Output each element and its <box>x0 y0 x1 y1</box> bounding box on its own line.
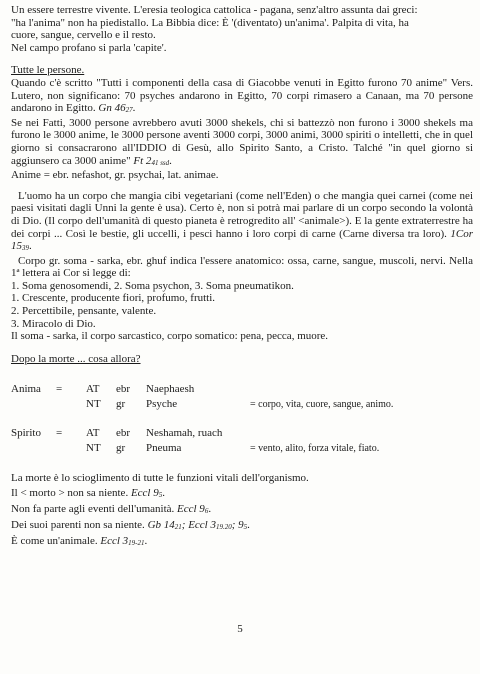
soma-list <box>11 280 473 343</box>
page-number: 5 <box>237 623 243 635</box>
paragraph-giacobbe: Quando c'è scritto "Tutti i componenti della casa di Giacobbe venuti in Egitto furono 70 anime" Vers. Lutero, non significano: 70 psyches andarono in Egitto, 70 corpi rimasero a Canaan, ma 70 persone andarono in Egitto. Gn $46_{27}$. <box>11 76 473 115</box>
testament-label: NT <box>86 398 101 411</box>
closing-line: La morte è lo scioglimento di tutte le funzioni vitali dell'organismo. <box>11 472 309 485</box>
bible-reference: Eccl $3_{19-21}$ <box>100 535 145 548</box>
original-word: Neshamah, ruach <box>146 427 223 440</box>
bible-reference: Gb $14_{21}$; Eccl $3_{19.20}$; $9_5$ <box>147 519 248 532</box>
list-item: 1. Crescente, producente fiori, profumo, frutti. <box>11 292 216 305</box>
language-label: gr <box>116 398 126 411</box>
term-meaning: = vento, alito, forza vitale, fiato. <box>250 443 380 455</box>
list-item: 1. Soma genosomendi, 2. Soma psychon, 3. Soma pneumatikon. <box>11 279 294 292</box>
bible-reference: Eccl $9_5$ <box>130 486 163 499</box>
paragraph-text: Quando c'è scritto "Tutti i componenti della casa di Giacobbe venuti in Egitto furono 70 anime" Vers. Lutero, non significano: 70 psyches andarono in Egitto, 70 corpi rimasero a Canaan, ma 70 persone andarono in Egitto. <box>11 76 473 115</box>
paragraph-anime-definition: Anime = ebr. nefashot, gr. psychai, lat. animae. <box>11 169 219 182</box>
bible-reference: 1Cor $15_{39}$ <box>11 227 474 253</box>
intro-line: Nel campo profano si parla 'capite'. <box>11 41 167 54</box>
list-item: 2. Percettibile, pensante, valente. <box>11 305 157 318</box>
closing-line: Non fa parte agli eventi dell'umanità. Eccl $9_6$. <box>11 502 212 515</box>
language-label: gr <box>116 442 126 455</box>
testament-label: NT <box>86 442 101 455</box>
term-name: Spirito <box>11 427 41 440</box>
term-group-anima <box>11 383 473 413</box>
paragraph-text: Se nei Fatti, 3000 persone avrebbero avuti 3000 shekels, chi si battezzò non furono i 3000 shekels ma furono le 3000 anime, le 3000 persone aventi 3000 corpi, 3000 animi, 3000 spiriti o intelletti, che in quel giorno si consacrarono all'IDDIO di Gesù, allo Spirito Santo, a Cristo. Talché "in quel giorno si aggiunsero ca 3000 anime" <box>11 116 473 167</box>
bible-reference: Ft $2_{41 ssd}$ <box>133 154 170 167</box>
testament-label: AT <box>86 427 100 440</box>
paragraph-fatti: Se nei Fatti, 3000 persone avrebbero avuti 3000 shekels, chi si battezzò non furono i 3000 shekels ma furono le 3000 anime, le 3000 persone aventi 3000 corpi, 3000 animi, 3000 spiriti o intelletti, che in quel giorno si consacrarono all'IDDIO di Gesù, allo Spirito Santo, a Cristo. Talché "in quel giorno si aggiunsero ca 3000 anime" Ft $2_{41 ssd}$. <box>11 116 473 167</box>
closing-paragraph <box>11 471 473 550</box>
paragraph-text: L'uomo ha un corpo che mangia cibi vegetariani (come nell'Eden) o che mangia quei carnei (come nei paesi visitati dagli Unni la gente è usa). Certo è, non si potrà mai parlare di un corpo secondo la volontà di Dio. (Il corpo dell'umanità di questo pianeta è retrogredito all' <animale>). E la gente extraterrestre ha dei corpi ... Così le bestie, gli uccelli, i pesci hanno i loro corpi di carne (Carne diversa tra loro). <box>11 189 473 240</box>
bible-reference: Gn $46_{27}$ <box>98 102 133 115</box>
intro-paragraph <box>11 4 473 54</box>
section-heading-after-death: Dopo la morte ... cosa allora? <box>11 352 141 365</box>
intro-line: cuore, sangue, cervello e il resto. <box>11 29 156 42</box>
bible-reference: Eccl $9_6$ <box>177 502 209 515</box>
language-label: ebr <box>116 427 131 440</box>
original-word: Pneuma <box>146 442 182 455</box>
equals-sign: = <box>56 383 63 396</box>
term-name: Anima <box>11 383 41 396</box>
closing-line: Dei suoi parenti non sa niente. Gb $14_{21}$; Eccl $3_{19.20}$; $9_5$. <box>11 519 250 532</box>
intro-line: Un essere terrestre vivente. L'eresia teologica cattolica - pagana, senz'altro assunta dai greci: <box>11 4 418 16</box>
term-row <box>11 442 473 457</box>
term-meaning: = corpo, vita, cuore, sangue, animo. <box>250 399 394 411</box>
language-label: ebr <box>116 383 131 396</box>
equals-sign: = <box>56 427 63 440</box>
terms-table <box>11 383 473 457</box>
closing-line: Il < morto > non sa niente. Eccl $9_5$. <box>11 486 165 499</box>
closing-line: È come un'animale. Eccl $3_{19-21}$. <box>11 535 148 548</box>
testament-label: AT <box>86 383 100 396</box>
list-item: Il soma - sarka, il corpo sarcastico, corpo somatico: pena, pecca, muore. <box>11 330 329 343</box>
original-word: Naephaesh <box>146 383 195 396</box>
term-row <box>11 398 473 413</box>
term-group-spirito <box>11 427 473 457</box>
list-item: 3. Miracolo di Dio. <box>11 317 96 330</box>
paragraph-corpo: L'uomo ha un corpo che mangia cibi vegetariani (come nell'Eden) o che mangia quei carnei (come nei paesi visitati dagli Unni la gente è usa). Certo è, non si potrà mai parlare di un corpo secondo la volontà di Dio. (Il corpo dell'umanità di questo pianeta è retrogredito all' <animale>). E la gente extraterrestre ha dei corpi ... Così le bestie, gli uccelli, i pesci hanno i loro corpi di carne (Carne diversa tra loro). 1Cor $15_{39}$. <box>11 189 474 253</box>
paragraph-soma: Corpo gr. soma - sarka, ebr. ghuf indica l'essere anatomico: ossa, carne, sangue, muscoli, nervi. Nella 1ª lettera ai Cor si legge di: <box>11 254 473 280</box>
term-row <box>11 383 473 398</box>
intro-line: "ha l'anima" non ha piedistallo. La Bibbia dice: È '(diventato) un'anima'. Palpita di vita, ha <box>11 16 409 29</box>
original-word: Psyche <box>146 398 178 411</box>
section-heading-persons: Tutte le persone. <box>11 64 85 77</box>
term-row <box>11 427 473 442</box>
document-page <box>11 4 473 550</box>
